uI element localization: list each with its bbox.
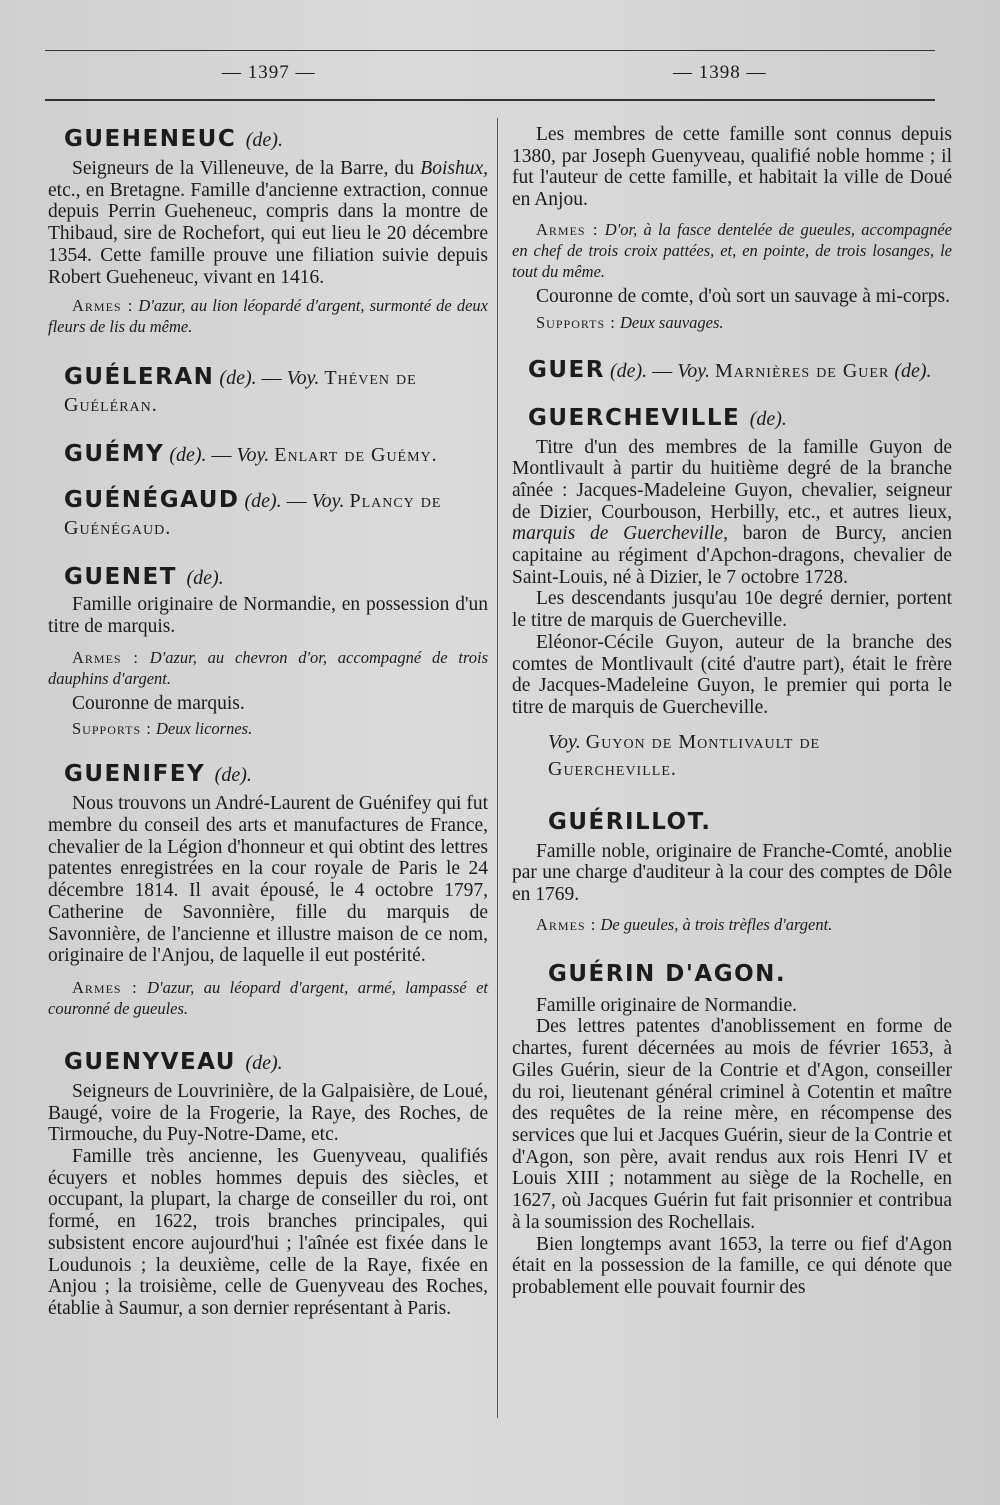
entry-name: GUÉRIN D'AGON. <box>548 960 787 987</box>
right-column <box>512 112 952 1299</box>
arms-label: Armes : <box>536 914 597 934</box>
entry-guenyveau-continued <box>512 124 952 333</box>
entry-text: Eléonor-Cécile Guyon, auteur de la branche des comtes de Montlivault (cité d'autre part), était le frère de Jacques-Madeleine Guyon, le premier qui porta le titre de marquis de Guercheville. <box>512 631 952 718</box>
entry-particle: (de). <box>244 490 282 513</box>
entry-guenegaud <box>48 487 488 542</box>
entry-guenifey <box>48 761 488 1019</box>
entry-heading <box>512 961 952 987</box>
header-rule <box>45 99 935 101</box>
supports-label: Supports : <box>72 719 152 739</box>
left-page-number: — 1397 — <box>222 62 316 83</box>
entry-gueheneuc <box>48 126 488 337</box>
reference-target: Plancy de Guénégaud. <box>64 490 442 540</box>
voy-label: Voy. <box>286 367 320 390</box>
entry-arms <box>48 977 488 1019</box>
entry-text: Famille noble, originaire de Franche-Comté, anoblie par une charge d'auditeur à la cour des comptes de Dôle en 1769. <box>512 840 952 906</box>
entry-text: Des lettres patentes d'anoblissement en forme de chartes, furent décernées au mois de février 1653, à Giles Guérin, sieur de la Contrie et d'Agon, conseiller du roi, lieutenant général criminel à Cotentin et maître des requêtes de la reine mère, en récompense des services que lui et Jacques Guérin, sieur de la Contrie et d'Agon, son père, avait rendus aux rois Henri IV et Louis XIII ; notamment au siège de la Rochelle, en 1627, où Jacques Guérin fut fait prisonnier et contribua à la soumission des Rochellais. <box>512 1016 952 1233</box>
supports-text <box>512 312 952 333</box>
entry-text: Famille originaire de Normandie, en possession d'un titre de marquis. <box>48 594 488 637</box>
entry-text: Les membres de cette famille sont connus depuis 1380, par Joseph Guenyveau, qualifié noble homme ; il fut l'auteur de cette famille, et habitait la ville de Doué en Anjou. <box>512 124 952 211</box>
text-run: etc., en Bretagne. Famille d'ancienne extraction, connue depuis Perrin Gueheneuc, compris dans la montre de Thibaud, sire de Rochefort, qui eut lieu le 20 décembre 1354. Cette famille prouve une filiation suivie depuis Robert Gueheneuc, vivant en 1416. <box>48 179 488 288</box>
supports-value: Deux licornes. <box>155 719 253 739</box>
arms-text: D'azur, au lion léopardé d'argent, surmonté de deux fleurs de lis du même. <box>48 296 488 337</box>
italic-run: Boishux, <box>420 158 488 179</box>
entry-guer <box>512 357 952 385</box>
entry-name: GUÉLERAN <box>64 364 215 391</box>
entry-text: Famille originaire de Normandie. <box>536 994 798 1016</box>
reference-target: Marnières de Guer <box>714 359 890 382</box>
cross-reference <box>48 441 488 469</box>
cross-reference <box>48 487 488 542</box>
entry-text: Famille très ancienne, les Guenyveau, qualifiés écuyers et nobles hommes depuis des siècles, et occupant, la plupart, la charge de conseiller du roi, ont formé, en 1622, trois branches principales, qui subsistent encore aujourd'hui ; l'aînée est fixée dans le Loudunois ; la deuxième, celle de la Raye, fixée en Anjou ; la troisième, celle de Guenyveau des Roches, établie à Saumur, a son dernier représentant à Paris. <box>48 1146 488 1319</box>
voy-label: Voy. <box>311 490 345 513</box>
entry-name: GUÉRILLOT. <box>548 808 712 835</box>
entry-particle: (de). <box>749 407 787 430</box>
entry-text: Nous trouvons un André-Laurent de Guénifey qui fut membre du conseil des arts et manufactures de France, chevalier de la Légion d'honneur et qui obtint des lettres patentes enregistrées en la cour royale de Paris le 24 décembre 1814. Il avait épousé, le 4 octobre 1797, Catherine de Savonnière, fille du marquis de Savonnière, de l'ancienne et illustre maison de ce nom, originaire de l'Anjou, de laquelle il eut postérité. <box>48 793 488 967</box>
separator: — <box>261 367 282 390</box>
entry-guercheville <box>512 405 952 783</box>
entry-text: Les descendants jusqu'au 10e degré dernier, portent le titre de marquis de Guercheville. <box>512 588 952 632</box>
arms-label: Armes : <box>72 977 138 997</box>
crown-text: Couronne de comte, d'où sort un sauvage à mi-corps. <box>536 285 950 307</box>
entry-arms <box>512 914 952 935</box>
entry-text: Bien longtemps avant 1653, la terre ou fief d'Agon était en la possession de la famille, ce qui dénote que probablement elle pouvait fournir des <box>512 1233 952 1298</box>
entry-heading <box>512 809 952 835</box>
arms-text: De gueules, à trois trèfles d'argent. <box>600 914 833 934</box>
entry-particle: (de). <box>169 444 207 467</box>
arms-label: Armes : <box>72 296 134 316</box>
cross-reference <box>512 729 952 783</box>
voy-label: Voy. <box>548 730 581 753</box>
entry-guenyveau <box>48 1049 488 1320</box>
cross-reference <box>512 357 952 385</box>
entry-particle: (de). <box>245 1051 283 1074</box>
reference-target: Enlart de Guémy. <box>274 444 438 467</box>
entry-text <box>512 437 952 589</box>
right-page-number: — 1398 — <box>673 62 767 83</box>
entry-heading <box>512 405 952 431</box>
reference-particle: (de). <box>894 359 932 382</box>
entry-name: GUENIFEY <box>64 761 206 788</box>
crown-text: Couronne de marquis. <box>72 692 245 714</box>
text-run: Seigneurs de la Villeneuve, de la Barre, du <box>72 158 415 179</box>
entry-name: GUEHENEUC <box>64 126 237 152</box>
entry-particle: (de). <box>214 764 252 787</box>
reference-target: Théven de Guéléran. <box>64 367 417 417</box>
separator: — <box>211 444 232 467</box>
entry-guenet <box>48 564 488 739</box>
entry-heading <box>48 1049 488 1075</box>
entry-gueleran <box>48 364 488 419</box>
supports-value: Deux sauvages. <box>619 312 724 332</box>
arms-text: D'azur, au léopard d'argent, armé, lampassé et couronné de gueules. <box>48 977 489 1018</box>
separator: — <box>652 359 673 382</box>
entry-particle: (de). <box>245 129 283 151</box>
entry-name: GUENET <box>64 564 177 591</box>
supports-label: Supports : <box>536 312 616 332</box>
entry-name: GUER <box>528 356 605 383</box>
entry-guerillot <box>512 809 952 935</box>
arms-text: D'or, à la fasce dentelée de gueules, accompagnée en chef de trois croix pattées, et, en pointe, de trois losanges, le tout du même. <box>512 219 953 281</box>
arms-text: D'azur, au chevron d'or, accompagné de trois dauphins d'argent. <box>48 647 489 688</box>
entry-arms <box>48 647 488 689</box>
entry-text <box>48 158 488 288</box>
text-run: Titre d'un des membres de la famille Guyon de Montlivault à partir du huitième degré de la branche aînée : Jacques-Madeleine Guyon, chevalier, seigneur de Dizier, Courbouson, Herbilly, etc., et autres lieux, <box>512 436 952 523</box>
separator: — <box>286 490 307 513</box>
entry-arms <box>512 219 952 282</box>
entry-arms <box>48 295 488 337</box>
entry-name: GUERCHEVILLE <box>528 404 741 431</box>
entry-particle: (de). <box>219 367 257 390</box>
entry-text: Seigneurs de Louvrinière, de la Galpaisière, de Loué, Baugé, voire de la Frogerie, la Raye, des Roches, de Tirmouche, du Puy-Notre-Dame, etc. <box>48 1080 488 1146</box>
voy-label: Voy. <box>677 359 710 382</box>
entry-name: GUÉMY <box>64 441 165 468</box>
entry-heading <box>48 761 488 787</box>
top-rule <box>45 50 935 51</box>
entry-name: GUENYVEAU <box>64 1048 236 1075</box>
italic-run: marquis de Guercheville, <box>512 523 728 545</box>
entry-heading <box>48 126 488 152</box>
entry-name: GUÉNÉGAUD <box>64 487 240 514</box>
reference-target: Guyon de Montlivault de Guercheville. <box>548 730 821 780</box>
entry-heading <box>48 564 488 590</box>
entry-particle: (de). <box>186 567 224 590</box>
column-divider <box>497 118 498 1418</box>
entry-guerin-dagon <box>512 961 952 1299</box>
text-run: baron de Burcy, ancien capitaine au régiment d'Apchon-dragons, chevalier de Saint-Louis, né à Dizier, le 7 octobre 1728. <box>512 523 953 588</box>
entry-guemy <box>48 441 488 469</box>
supports-text <box>48 718 488 739</box>
arms-label: Armes : <box>72 647 139 667</box>
cross-reference <box>48 364 488 419</box>
arms-label: Armes : <box>536 219 599 239</box>
left-column <box>48 112 488 1320</box>
entry-particle: (de). <box>609 359 648 382</box>
voy-label: Voy. <box>236 444 270 467</box>
